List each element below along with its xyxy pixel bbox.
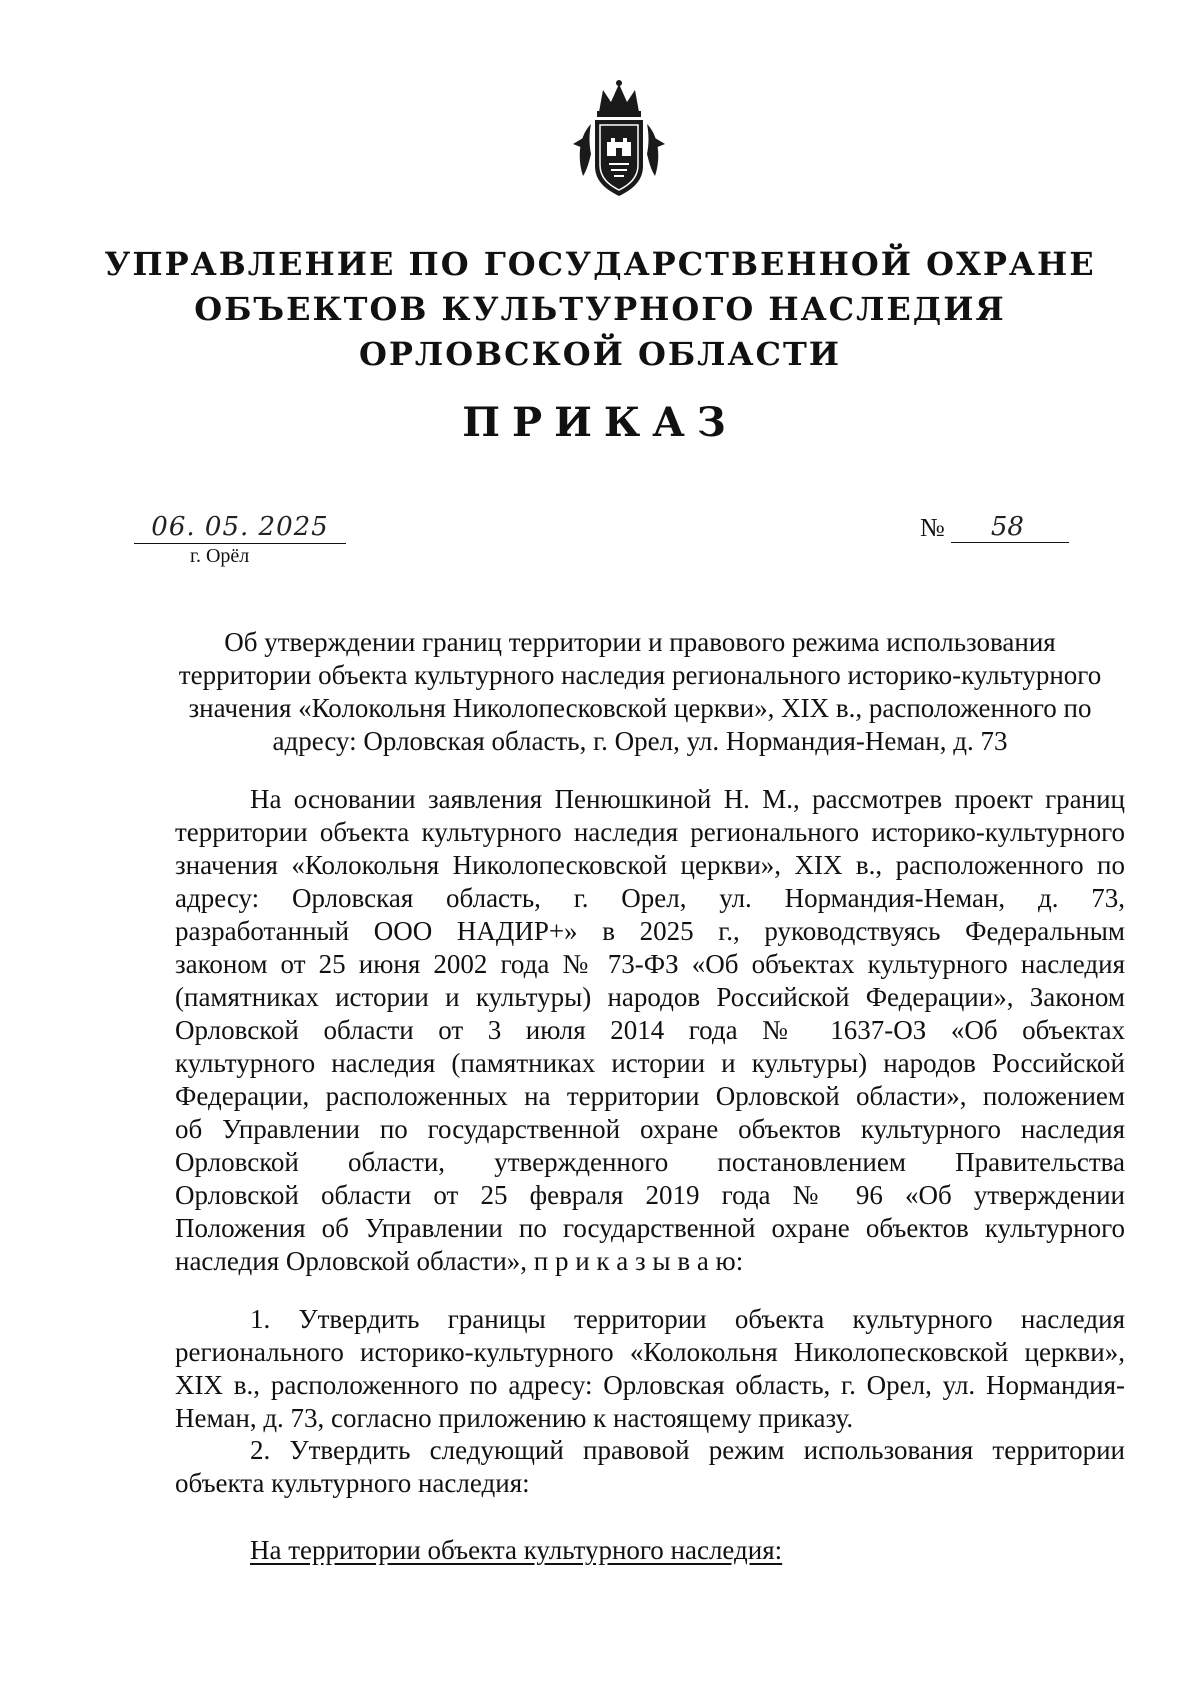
paragraph-line: Положения об Управлении по государственной охране объектов культурного — [175, 1213, 1125, 1243]
document-type-title: ПРИКАЗ — [462, 399, 738, 446]
subject-line: значения «Колокольня Николопесковской церкви», XIX в., расположенного по — [188, 693, 1092, 723]
agency-title-line: УПРАВЛЕНИЕ ПО ГОСУДАРСТВЕННОЙ ОХРАНЕ — [104, 245, 1096, 283]
agency-title-line: ОБЪЕКТОВ КУЛЬТУРНОГО НАСЛЕДИЯ — [194, 290, 1006, 328]
paragraph-line: наследия Орловской области», п р и к а з ы в а ю: — [175, 1246, 744, 1276]
agency-title — [100, 242, 1100, 377]
order-item-2 — [175, 1434, 1125, 1500]
agency-title-line: ОРЛОВСКОЙ ОБЛАСТИ — [358, 335, 842, 373]
paragraph-line: Орловской области, утвержденного постановлением Правительства — [175, 1147, 1125, 1177]
paragraph-line: (памятниках истории и культуры) народов Российской Федерации», Законом — [175, 982, 1125, 1012]
paragraph-line: 2. Утвердить следующий правовой режим использования территории — [250, 1435, 1125, 1465]
number-sign: № — [920, 513, 945, 542]
paragraph-line: об Управлении по государственной охране объектов культурного наследия — [175, 1114, 1125, 1144]
paragraph-line: территории объекта культурного наследия регионального историко-культурного — [175, 817, 1125, 847]
section-subheading: На территории объекта культурного наследия: — [250, 1535, 783, 1565]
document-number: 58 — [951, 512, 1069, 543]
order-item-1 — [175, 1303, 1125, 1435]
paragraph-line: разработанный ООО НАДИР+» в 2025 г., руководствуясь Федеральным — [175, 916, 1125, 946]
paragraph-line: адресу: Орловская область, г. Орел, ул. Нормандия-Неман, д. 73, — [175, 883, 1125, 913]
paragraph-line: XIX в., расположенного по адресу: Орловская область, г. Орел, ул. Нормандия- — [175, 1370, 1125, 1400]
paragraph-line: Неман, д. 73, согласно приложению к настоящему приказу. — [175, 1403, 854, 1433]
paragraph-line: Орловской области от 3 июля 2014 года № 1637-ОЗ «Об объектах — [175, 1015, 1125, 1045]
paragraph-line: законом от 25 июня 2002 года № 73-ФЗ «Об объектах культурного наследия — [175, 949, 1125, 979]
document-date: 06. 05. 2025 — [134, 512, 346, 544]
number-block — [920, 512, 1069, 543]
paragraph-line: регионального историко-культурного «Колокольня Николопесковской церкви», — [175, 1337, 1125, 1367]
subject-line: адресу: Орловская область, г. Орел, ул. Нормандия-Неман, д. 73 — [272, 726, 1008, 756]
paragraph-line: Орловской области от 25 февраля 2019 года № 96 «Об утверждении — [175, 1180, 1125, 1210]
subject-line: Об утверждении границ территории и правового режима использования — [224, 627, 1056, 657]
paragraph-line: На основании заявления Пенюшкиной Н. М., рассмотрев проект границ — [250, 784, 1125, 814]
subject-line: территории объекта культурного наследия регионального историко-культурного — [178, 660, 1102, 690]
document-city: г. Орёл — [190, 545, 250, 567]
preamble-paragraph — [175, 783, 1125, 1278]
paragraph-line: Федерации, расположенных на территории Орловской области», положением — [175, 1081, 1125, 1111]
document-subject — [160, 626, 1120, 758]
paragraph-line: культурного наследия (памятниках истории и культуры) народов Российской — [175, 1048, 1125, 1078]
paragraph-line: значения «Колокольня Николопесковской церкви», XIX в., расположенного по — [175, 850, 1125, 880]
orel-region-coat-of-arms-icon — [569, 78, 669, 200]
date-block — [134, 512, 346, 568]
paragraph-line: объекта культурного наследия: — [175, 1468, 530, 1498]
paragraph-line: 1. Утвердить границы территории объекта культурного наследия — [250, 1304, 1125, 1334]
